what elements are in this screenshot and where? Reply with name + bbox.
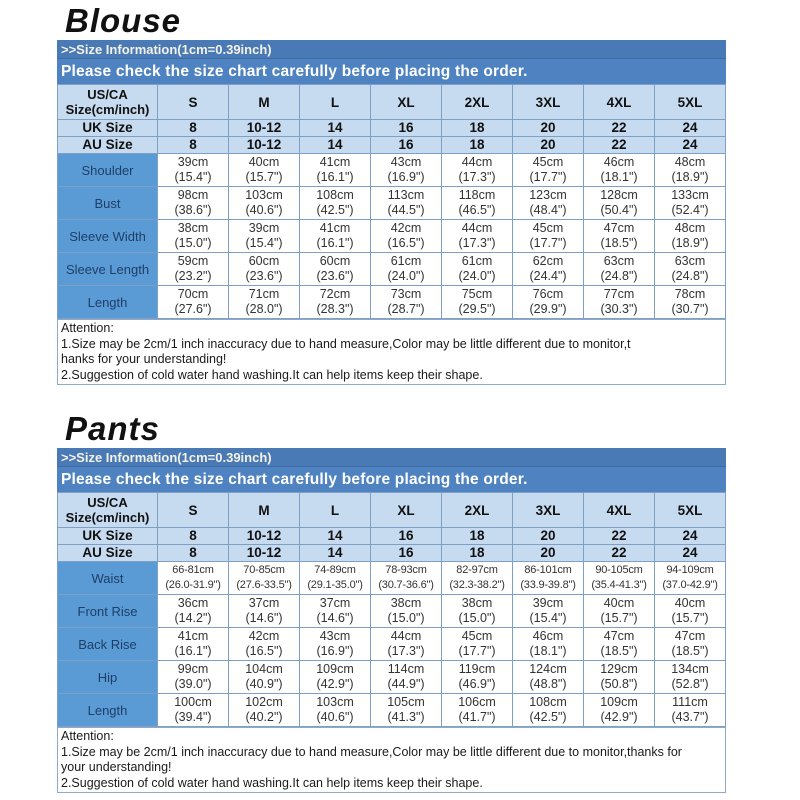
pants-section <box>57 408 726 793</box>
measurement-row <box>58 694 726 727</box>
size-value-cell: 8 <box>158 528 229 545</box>
measurement-value-cell: 47cm (18.5") <box>584 220 655 253</box>
measurement-value-cell: 38cm (15.0") <box>371 595 442 628</box>
measurement-value-cell: 86-101cm (33.9-39.8") <box>513 562 584 595</box>
measurement-value-cell: 108cm (42.5") <box>300 187 371 220</box>
size-value-cell: 18 <box>442 528 513 545</box>
size-column-header: XL <box>371 493 442 528</box>
size-value-cell: 20 <box>513 528 584 545</box>
measurement-value-cell: 39cm (15.4") <box>513 595 584 628</box>
size-row-label: AU Size <box>58 137 158 154</box>
measurement-value-cell: 39cm (15.4") <box>229 220 300 253</box>
measurement-value-cell: 100cm (39.4") <box>158 694 229 727</box>
measurement-value-cell: 106cm (41.7") <box>442 694 513 727</box>
size-row <box>58 545 726 562</box>
measurement-value-cell: 47cm (18.5") <box>584 628 655 661</box>
size-column-header: S <box>158 493 229 528</box>
size-value-cell: 10-12 <box>229 528 300 545</box>
measurement-value-cell: 78cm (30.7") <box>655 286 726 319</box>
size-value-cell: 22 <box>584 120 655 137</box>
measurement-value-cell: 40cm (15.7") <box>584 595 655 628</box>
size-row-label: AU Size <box>58 545 158 562</box>
measurement-value-cell: 38cm (15.0") <box>158 220 229 253</box>
measurement-value-cell: 124cm (48.8") <box>513 661 584 694</box>
blouse-size-info-label: >>Size Information(1cm=0.39inch) <box>61 42 272 57</box>
measurement-value-cell: 41cm (16.1") <box>300 220 371 253</box>
blouse-attention-box <box>57 319 726 385</box>
size-column-header: 4XL <box>584 493 655 528</box>
measurement-value-cell: 75cm (29.5") <box>442 286 513 319</box>
blouse-title: Blouse <box>65 2 182 39</box>
measurement-label: Front Rise <box>58 595 158 628</box>
measurement-row <box>58 286 726 319</box>
attention-line: your understanding! <box>61 760 172 774</box>
size-value-cell: 24 <box>655 528 726 545</box>
size-value-cell: 24 <box>655 120 726 137</box>
size-column-header: 5XL <box>655 85 726 120</box>
measurement-value-cell: 44cm (17.3") <box>371 628 442 661</box>
size-value-cell: 16 <box>371 120 442 137</box>
measurement-row <box>58 661 726 694</box>
size-column-header: 3XL <box>513 85 584 120</box>
size-column-header: M <box>229 85 300 120</box>
measurement-label: Back Rise <box>58 628 158 661</box>
measurement-row <box>58 154 726 187</box>
measurement-value-cell: 128cm (50.4") <box>584 187 655 220</box>
corner-header-cell: US/CA Size(cm/inch) <box>58 493 158 528</box>
measurement-row <box>58 595 726 628</box>
pants-size-info-bar <box>57 448 726 467</box>
measurement-value-cell: 63cm (24.8") <box>584 253 655 286</box>
size-value-cell: 18 <box>442 120 513 137</box>
size-column-header: L <box>300 85 371 120</box>
measurement-value-cell: 103cm (40.6") <box>229 187 300 220</box>
measurement-value-cell: 129cm (50.8") <box>584 661 655 694</box>
measurement-value-cell: 62cm (24.4") <box>513 253 584 286</box>
measurement-value-cell: 108cm (42.5") <box>513 694 584 727</box>
pants-size-table <box>57 492 726 727</box>
size-column-header: XL <box>371 85 442 120</box>
measurement-label: Bust <box>58 187 158 220</box>
measurement-value-cell: 77cm (30.3") <box>584 286 655 319</box>
size-value-cell: 16 <box>371 545 442 562</box>
size-column-header: M <box>229 493 300 528</box>
measurement-value-cell: 73cm (28.7") <box>371 286 442 319</box>
measurement-value-cell: 99cm (39.0") <box>158 661 229 694</box>
measurement-value-cell: 40cm (15.7") <box>229 154 300 187</box>
attention-line: Attention: <box>61 729 114 743</box>
measurement-value-cell: 90-105cm (35.4-41.3") <box>584 562 655 595</box>
measurement-value-cell: 47cm (18.5") <box>655 628 726 661</box>
size-value-cell: 18 <box>442 137 513 154</box>
measurement-value-cell: 133cm (52.4") <box>655 187 726 220</box>
measurement-value-cell: 39cm (15.4") <box>158 154 229 187</box>
pants-title: Pants <box>65 410 160 447</box>
size-value-cell: 10-12 <box>229 137 300 154</box>
measurement-value-cell: 45cm (17.7") <box>513 154 584 187</box>
measurement-label: Shoulder <box>58 154 158 187</box>
size-row-label: UK Size <box>58 120 158 137</box>
size-row-label: UK Size <box>58 528 158 545</box>
attention-line: 1.Size may be 2cm/1 inch inaccuracy due to hand measure,Color may be little different due to monitor,thanks for <box>61 744 682 759</box>
size-value-cell: 8 <box>158 545 229 562</box>
size-value-cell: 14 <box>300 120 371 137</box>
measurement-label: Waist <box>58 562 158 595</box>
measurement-value-cell: 44cm (17.3") <box>442 154 513 187</box>
measurement-value-cell: 38cm (15.0") <box>442 595 513 628</box>
size-column-header: L <box>300 493 371 528</box>
size-header-row <box>58 493 726 528</box>
attention-line: 2.Suggestion of cold water hand washing.It can help items keep their shape. <box>61 367 483 382</box>
measurement-value-cell: 36cm (14.2") <box>158 595 229 628</box>
measurement-label: Hip <box>58 661 158 694</box>
attention-line: 1.Size may be 2cm/1 inch inaccuracy due to hand measure,Color may be little different due to monitor,t <box>61 336 631 351</box>
size-value-cell: 24 <box>655 137 726 154</box>
measurement-row <box>58 562 726 595</box>
measurement-value-cell: 113cm (44.5") <box>371 187 442 220</box>
measurement-value-cell: 48cm (18.9") <box>655 220 726 253</box>
measurement-value-cell: 42cm (16.5") <box>229 628 300 661</box>
measurement-value-cell: 118cm (46.5") <box>442 187 513 220</box>
size-value-cell: 10-12 <box>229 120 300 137</box>
measurement-label: Sleeve Length <box>58 253 158 286</box>
blouse-notice-label: Please check the size chart carefully before placing the order. <box>61 63 528 80</box>
size-column-header: S <box>158 85 229 120</box>
size-value-cell: 16 <box>371 137 442 154</box>
size-value-cell: 20 <box>513 137 584 154</box>
size-value-cell: 8 <box>158 137 229 154</box>
size-value-cell: 14 <box>300 528 371 545</box>
blouse-section <box>57 0 726 385</box>
measurement-value-cell: 134cm (52.8") <box>655 661 726 694</box>
measurement-value-cell: 45cm (17.7") <box>442 628 513 661</box>
measurement-value-cell: 45cm (17.7") <box>513 220 584 253</box>
size-value-cell: 18 <box>442 545 513 562</box>
measurement-value-cell: 43cm (16.9") <box>300 628 371 661</box>
measurement-value-cell: 61cm (24.0") <box>442 253 513 286</box>
attention-line: 2.Suggestion of cold water hand washing.It can help items keep their shape. <box>61 775 483 790</box>
measurement-value-cell: 42cm (16.5") <box>371 220 442 253</box>
measurement-value-cell: 76cm (29.9") <box>513 286 584 319</box>
size-value-cell: 14 <box>300 137 371 154</box>
measurement-row <box>58 220 726 253</box>
measurement-label: Sleeve Width <box>58 220 158 253</box>
size-column-header: 2XL <box>442 85 513 120</box>
blouse-notice-bar <box>57 59 726 84</box>
size-row <box>58 137 726 154</box>
attention-line: Attention: <box>61 321 114 335</box>
measurement-value-cell: 70cm (27.6") <box>158 286 229 319</box>
measurement-label: Length <box>58 694 158 727</box>
measurement-value-cell: 37cm (14.6") <box>229 595 300 628</box>
measurement-value-cell: 66-81cm (26.0-31.9") <box>158 562 229 595</box>
size-value-cell: 24 <box>655 545 726 562</box>
size-row <box>58 120 726 137</box>
measurement-value-cell: 60cm (23.6") <box>300 253 371 286</box>
size-value-cell: 16 <box>371 528 442 545</box>
size-value-cell: 14 <box>300 545 371 562</box>
corner-header-cell: US/CA Size(cm/inch) <box>58 85 158 120</box>
measurement-value-cell: 105cm (41.3") <box>371 694 442 727</box>
size-column-header: 2XL <box>442 493 513 528</box>
measurement-value-cell: 82-97cm (32.3-38.2") <box>442 562 513 595</box>
measurement-value-cell: 43cm (16.9") <box>371 154 442 187</box>
size-column-header: 5XL <box>655 493 726 528</box>
size-header-row <box>58 85 726 120</box>
size-column-header: 4XL <box>584 85 655 120</box>
size-value-cell: 20 <box>513 120 584 137</box>
measurement-value-cell: 61cm (24.0") <box>371 253 442 286</box>
measurement-value-cell: 44cm (17.3") <box>442 220 513 253</box>
measurement-value-cell: 46cm (18.1") <box>584 154 655 187</box>
measurement-value-cell: 71cm (28.0") <box>229 286 300 319</box>
size-row <box>58 528 726 545</box>
measurement-value-cell: 60cm (23.6") <box>229 253 300 286</box>
blouse-size-table <box>57 84 726 319</box>
measurement-value-cell: 111cm (43.7") <box>655 694 726 727</box>
measurement-value-cell: 46cm (18.1") <box>513 628 584 661</box>
size-value-cell: 10-12 <box>229 545 300 562</box>
measurement-row <box>58 253 726 286</box>
measurement-value-cell: 70-85cm (27.6-33.5") <box>229 562 300 595</box>
size-value-cell: 22 <box>584 528 655 545</box>
size-value-cell: 8 <box>158 120 229 137</box>
measurement-value-cell: 74-89cm (29.1-35.0") <box>300 562 371 595</box>
measurement-value-cell: 41cm (16.1") <box>300 154 371 187</box>
size-value-cell: 20 <box>513 545 584 562</box>
measurement-value-cell: 94-109cm (37.0-42.9") <box>655 562 726 595</box>
pants-notice-label: Please check the size chart carefully before placing the order. <box>61 471 528 488</box>
measurement-value-cell: 59cm (23.2") <box>158 253 229 286</box>
measurement-value-cell: 63cm (24.8") <box>655 253 726 286</box>
measurement-value-cell: 114cm (44.9") <box>371 661 442 694</box>
measurement-value-cell: 109cm (42.9") <box>584 694 655 727</box>
measurement-value-cell: 119cm (46.9") <box>442 661 513 694</box>
blouse-size-info-bar <box>57 40 726 59</box>
measurement-value-cell: 37cm (14.6") <box>300 595 371 628</box>
attention-line: hanks for your understanding! <box>61 352 227 366</box>
measurement-value-cell: 109cm (42.9") <box>300 661 371 694</box>
measurement-value-cell: 72cm (28.3") <box>300 286 371 319</box>
measurement-value-cell: 78-93cm (30.7-36.6") <box>371 562 442 595</box>
measurement-value-cell: 103cm (40.6") <box>300 694 371 727</box>
measurement-value-cell: 102cm (40.2") <box>229 694 300 727</box>
measurement-row <box>58 628 726 661</box>
measurement-value-cell: 98cm (38.6") <box>158 187 229 220</box>
measurement-value-cell: 41cm (16.1") <box>158 628 229 661</box>
measurement-label: Length <box>58 286 158 319</box>
size-value-cell: 22 <box>584 545 655 562</box>
pants-size-info-label: >>Size Information(1cm=0.39inch) <box>61 450 272 465</box>
pants-attention-box <box>57 727 726 793</box>
measurement-value-cell: 104cm (40.9") <box>229 661 300 694</box>
measurement-row <box>58 187 726 220</box>
measurement-value-cell: 48cm (18.9") <box>655 154 726 187</box>
pants-notice-bar <box>57 467 726 492</box>
size-column-header: 3XL <box>513 493 584 528</box>
measurement-value-cell: 40cm (15.7") <box>655 595 726 628</box>
measurement-value-cell: 123cm (48.4") <box>513 187 584 220</box>
size-value-cell: 22 <box>584 137 655 154</box>
